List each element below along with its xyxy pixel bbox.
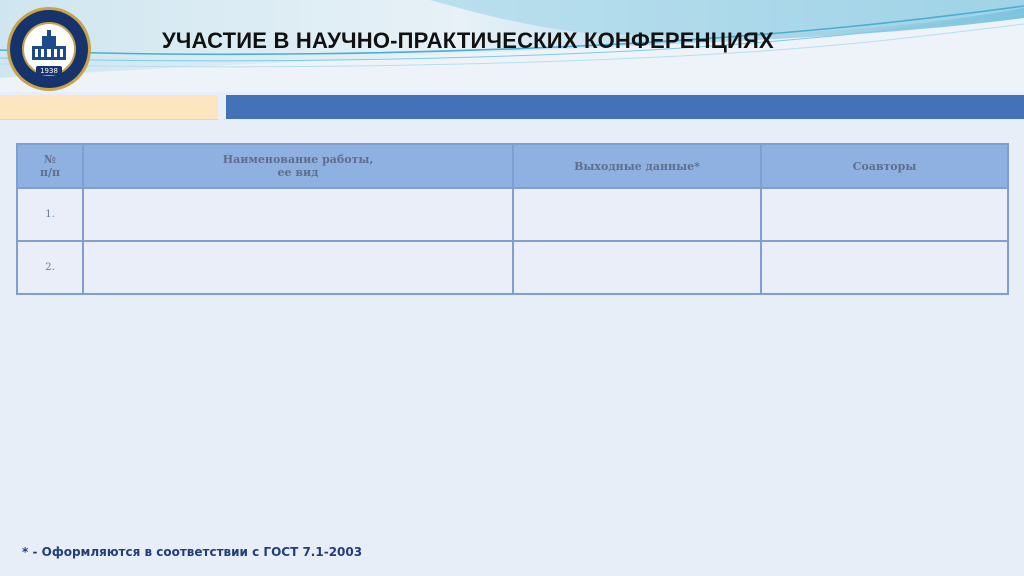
table-header-row	[17, 144, 1008, 188]
table-row	[17, 241, 1008, 294]
column-header-number	[17, 144, 83, 188]
work-title-cell[interactable]	[83, 188, 513, 241]
table-row	[17, 188, 1008, 241]
column-header-coauthors-label: Соавторы	[852, 159, 917, 173]
work-title-cell[interactable]	[83, 241, 513, 294]
accent-band-dark	[226, 95, 1024, 119]
column-header-output-data	[513, 144, 761, 188]
row-number-cell: 2.	[17, 241, 83, 294]
column-header-work-title	[83, 144, 513, 188]
column-header-output-data-label: Выходные данные*	[574, 159, 700, 173]
gost-footnote: * - Оформляются в соответствии с ГОСТ 7.1-2003	[22, 545, 363, 559]
page-title: УЧАСТИЕ В НАУЧНО-ПРАКТИЧЕСКИХ КОНФЕРЕНЦИЯХ	[162, 28, 774, 53]
coauthors-cell[interactable]	[761, 241, 1008, 294]
column-header-work-title-line2: ее вид	[277, 166, 319, 179]
column-header-coauthors	[761, 144, 1008, 188]
conferences-table	[16, 143, 1009, 295]
column-header-number-line2: п/п	[39, 166, 61, 179]
row-number-cell: 1.	[17, 188, 83, 241]
column-header-number-line1: №	[44, 153, 56, 166]
output-data-cell[interactable]	[513, 241, 761, 294]
logo-year: 1938	[40, 67, 58, 75]
column-header-work-title-line1: Наименование работы,	[222, 153, 374, 166]
coauthors-cell[interactable]	[761, 188, 1008, 241]
output-data-cell[interactable]	[513, 188, 761, 241]
university-emblem-logo	[6, 6, 92, 92]
accent-band-light	[0, 95, 218, 120]
